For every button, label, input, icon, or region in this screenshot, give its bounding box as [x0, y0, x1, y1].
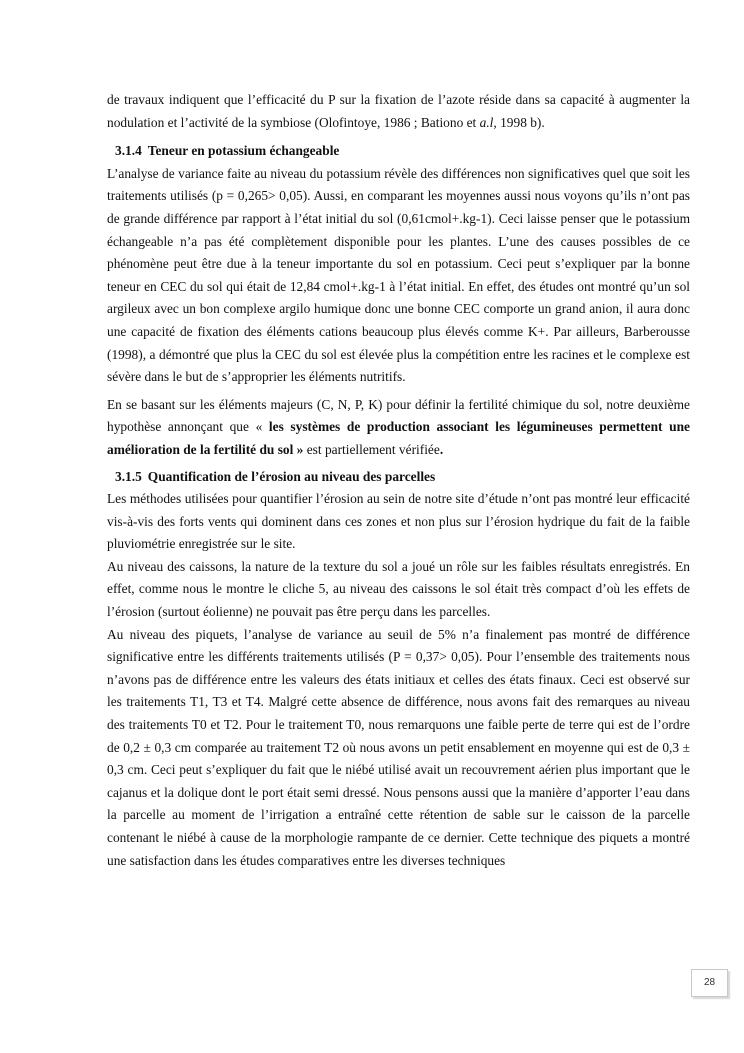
paragraph-potassium: L’analyse de variance faite au niveau du potassium révèle des différences non significatives quel que soit les traitements utilisés (p = 0,265> 0,05). Aussi, en comparant les moyennes aussi nous voyons qu’ils n’ont pas de grande différence par rapport à l’état initial du sol (0,61cmol+.kg-1). Ceci laisse penser que le potassium échangeable n’a pas été complètement disponible pour les plantes. L’une des causes possibles de ce phénomène peut être due à la teneur importante du sol en potassium. Ceci peut s’expliquer par la bonne teneur en CEC du sol qui était de 12,84 cmol+.kg-1 à l’état initial. En effet, des études ont montré qu’un sol argileux avec un bon complexe argilo humique donc une bonne CEC comporte un grand anion, il aura donc une capacité de fixation des éléments cations beaucoup plus élevés comme K+. Par ailleurs, Barberousse (1998), a démontré que plus la CEC du sol est élevée plus la compétition entre les racines et le complexe est sévère dans le but de s’approprier les éléments nutritifs.	[107, 165, 690, 385]
section-title: Quantification de l’érosion au niveau des parcelles	[147, 468, 436, 484]
paragraph-methods: Les méthodes utilisées pour quantifier l’érosion au sein de notre site d’étude n’ont pas montré leur efficacité vis-à-vis des forts vents qui dominent dans ces zones et non plus sur l’érosion hydrique du fait de la faible pluviométrie enregistrée sur le site.	[107, 491, 690, 552]
paragraph-piquets: Au niveau des piquets, l’analyse de variance au seuil de 5% n’a finalement pas montré de différence significative entre les différents traitements utilisés (P = 0,37> 0,05). Pour l’ensemble des traitements nous n’avons pas de différence entre les valeurs des états initiaux et celles des états finaux. Ceci est observé sur les traitements T1, T3 et T4. Malgré cette absence de différence, nous avons fait des remarques au niveau des traitements T0 et T2. Pour le traitement T0, nous remarquons une faible perte de terre qui est de l’ordre de 0,2 ± 0,3 cm comparée au traitement T2 où nous avons un petit ensablement en moyenne qui est de 0,3 ± 0,3 cm. Ceci peut s’expliquer du fait que le niébé utilisé avait un recouvrement aérien plus important que le cajanus et la dolique dont le port était semi dressé. Nous pensons aussi que la manière d’apporter l’eau dans la parcelle au moment de l’irrigation a entraîné cette rétention de sable sur le caisson de la parcelle contenant le niébé à cause de la morphologie rampante de ce dernier. Cette technique des piquets a montré une satisfaction dans les études comparatives entre les diverses techniques	[107, 626, 690, 868]
section-heading-3-1-5	[107, 466, 690, 489]
section-heading-3-1-4	[107, 140, 690, 163]
section-number: 3.1.4	[115, 143, 142, 159]
section-number: 3.1.5	[115, 468, 142, 484]
document-body	[107, 89, 690, 872]
page-number: 28	[691, 969, 728, 997]
paragraph-hypothesis: En se basant sur les éléments majeurs (C, N, P, K) pour définir la fertilité chimique du sol, notre deuxième hypothèse annonçant que « les systèmes de production associant les légumineuses permettent une amélioration de la fertilité du sol » est partiellement vérifiée.	[107, 396, 690, 457]
paragraph-caissons: Au niveau des caissons, la nature de la texture du sol a joué un rôle sur les faibles résultats enregistrés. En effet, comme nous le montre le cliche 5, au niveau des caissons le sol était très compact d’où les effets de l’érosion (surtout éolienne) ne pouvait pas être perçu dans les parcelles.	[107, 558, 690, 620]
section-title: Teneur en potassium échangeable	[147, 143, 340, 159]
paragraph-intro: de travaux indiquent que l’efficacité du P sur la fixation de l’azote réside dans sa capacité à augmenter la nodulation et l’activité de la symbiose (Olofintoye, 1986 ; Bationo et a.l, 1998 b).	[107, 92, 690, 130]
